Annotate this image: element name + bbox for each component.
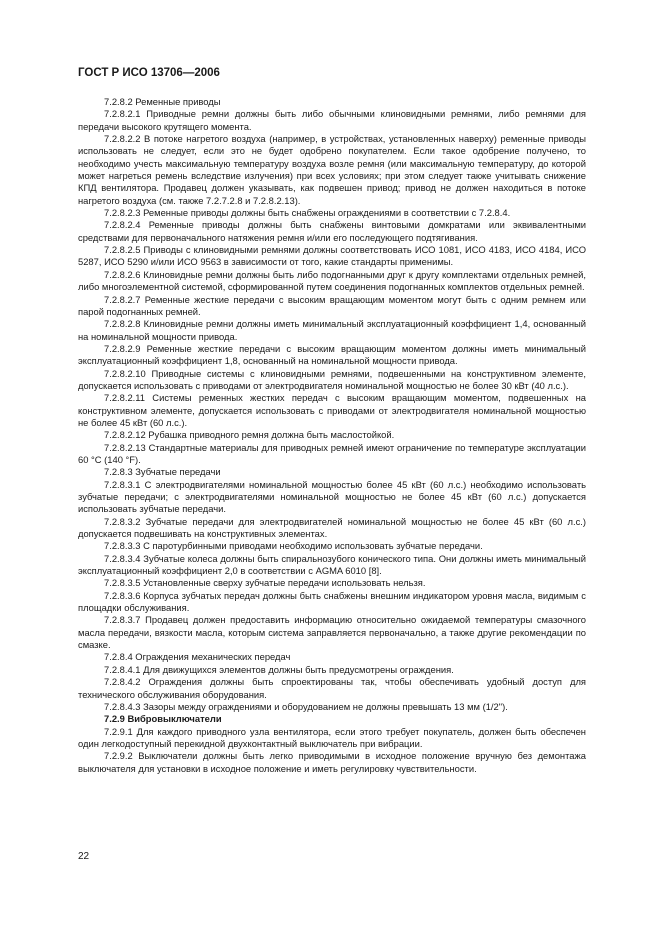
paragraph: 7.2.8.3.7 Продавец должен предоставить информацию относительно ожидаемой температуры смазочного масла передачи, вязкости масла, которым система заправляется первоначально, а также другие рекомендации по смазке. [78,614,586,651]
paragraph: 7.2.8.3 Зубчатые передачи [104,466,221,478]
paragraph: 7.2.8.2 Ременные приводы [104,96,221,107]
paragraph: 7.2.8.3.1 С электродвигателями номинальной мощностью более 45 кВт (60 л.с.) необходимо использовать зубчатые передачи; с электродвигателями номинальной мощностью не более 45 кВт (60 л.с.) допускается использовать зубчатые передачи. [78,478,586,515]
paragraph: 7.2.8.2.13 Стандартные материалы для приводных ремней имеют ограничение по температуре эксплуатации 60 °C (140 °F). [78,441,586,465]
paragraph: 7.2.8.2.2 В потоке нагретого воздуха (например, в устройствах, установленных наверху) ременные приводы использовать не следует, если это не будет одобрено покупателем. Если такое одобрение получено, то необходимо учесть максимальную температуру воздуха возле ремня (или максимальную температуру, до которой может нагреться ремень вследствие излучения) при всех условиях; при этом следует также учитывать снижение КПД вентилятора. Продавец должен указывать, как подвешен привод; привод не должен находиться в потоке нагретого воздуха (см. также 7.2.7.2.8 и 7.2.8.2.13). [78,133,586,206]
paragraph: 7.2.8.4.2 Ограждения должны быть спроектированы так, чтобы обеспечивать удобный доступ для технического обслуживания оборудования. [78,676,586,700]
paragraph: 7.2.8.2.5 Приводы с клиновидными ремнями должны соответствовать ИСО 1081, ИСО 4183, ИСО 4184, ИСО 5287, ИСО 5290 и/или ИСО 9563 в зависимости от того, какие стандарты применимы. [78,244,586,268]
paragraph: 7.2.8.4 Ограждения механических передач [104,651,291,663]
paragraph: 7.2.8.2.4 Ременные приводы должны быть снабжены винтовыми домкратами или эквивалентными средствами для первоначального натяжения ремня и/или его последующего подтягивания. [78,219,586,243]
paragraph: 7.2.8.2.7 Ременные жесткие передачи с высоким вращающим моментом могут быть с одним ремнем или парой подогнанных ремней. [78,293,586,317]
paragraph: 7.2.8.3.2 Зубчатые передачи для электродвигателей номинальной мощностью не более 45 кВт (60 л.с.) допускается подвешивать на конструктивных элементах. [78,515,586,540]
paragraph: 7.2.9.1 Для каждого приводного узла вентилятора, если этого требует покупатель, должен быть обеспечен один легкодоступный перекидной двухконтактный выключатель при вибрации. [78,725,586,749]
page-number: 22 [78,851,90,862]
section-heading: 7.2.9 Вибровыключатели [104,713,222,725]
paragraph: 7.2.8.3.5 Установленные сверху зубчатые передачи использовать нельзя. [104,577,426,589]
paragraph: 7.2.8.3.3 С паротурбинными приводами необходимо использовать зубчатые передачи. [104,540,483,552]
paragraph: 7.2.8.4.1 Для движущихся элементов должны быть предусмотрены ограждения. [104,663,454,675]
paragraph: 7.2.8.2.9 Ременные жесткие передачи с высоким вращающим моментом должны иметь минимальный эксплуатационный коэффициент 1,8, основанный на номинальной мощности привода. [78,342,586,367]
paragraph: 7.2.8.4.3 Зазоры между ограждениями и оборудованием не должны превышать 13 мм (1/2"). [104,700,508,712]
paragraph: 7.2.8.2.3 Ременные приводы должны быть снабжены ограждениями в соответствии с 7.2.8.4. [104,207,511,219]
paragraph: 7.2.8.3.4 Зубчатые колеса должны быть спиральнозубого конического типа. Они должны иметь минимальный эксплуатационный коэффициент 2,0 в соответствии с AGMA 6010 [8]. [78,552,586,577]
paragraph: 7.2.8.2.6 Клиновидные ремни должны быть либо подогнанными друг к другу комплектами отдельных ремней, либо многоэлементной системой, сформированной путем соединения подогнанных комплектов отдельных ремней. [78,268,586,293]
paragraph: 7.2.8.2.10 Приводные системы с клиновидными ремнями, подвешенными на конструктивном элементе, допускается использовать с приводами от электродвигателя номинальной мощностью не более 30 кВт (40 л.с.). [78,367,586,391]
paragraph: 7.2.9.2 Выключатели должны быть легко приводимыми в исходное положение вручную без демонтажа выключателя для установки в исходное положение и иметь регулировку чувствительности. [78,750,586,774]
paragraph: 7.2.8.2.8 Клиновидные ремни должны иметь минимальный эксплуатационный коэффициент 1,4, основанный на номинальной мощности привода. [78,318,586,342]
paragraph: 7.2.8.2.1 Приводные ремни должны быть либо обычными клиновидными ремнями, либо ремнями для передачи высокого крутящего момента. [78,108,586,132]
document-header: ГОСТ Р ИСО 13706—2006 [78,67,220,79]
paragraph: 7.2.8.3.6 Корпуса зубчатых передач должны быть снабжены внешним индикатором уровня масла, видимым с площадки обслуживания. [78,589,586,614]
document-body [78,96,586,775]
paragraph: 7.2.8.2.11 Системы ременных жестких передач с высоким вращающим моментом, подвешенных на конструктивном элементе, допускается использовать с приводами от электродвигателя номинальной мощностью не более 45 кВт (60 л.с.). [78,392,586,428]
paragraph: 7.2.8.2.12 Рубашка приводного ремня должна быть маслостойкой. [104,429,395,441]
